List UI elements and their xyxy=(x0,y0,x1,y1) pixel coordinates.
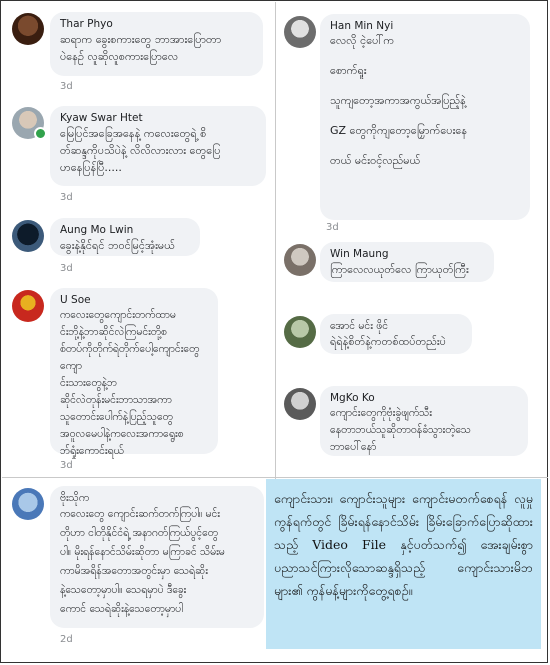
comment-bubble xyxy=(50,486,264,628)
caption-text: ကျောင်းသား၊ ကျောင်းသူများ ကျောင်းမတက်စေရန် လူမှုကွန်ရက်တွင် ခြိမ်းရန်နောင်သိမ်း ခြိမ်းခြောက်ပြောဆိုထားသည့် Video File နှင့်ပတ်သက်၍ အေးချမ်းစွာပညာသင်ကြားလိုသောဆန္ဒရှိသည့် ကျောင်းသားမိဘများ၏ ကွန်မန့်များကိုတွေ့ရစဉ်။ xyxy=(274,491,533,598)
commenter-name[interactable]: ဗိုးသိုက xyxy=(60,492,90,504)
comment-bubble xyxy=(50,218,200,256)
comment-text: မြေပြင်အခြေအနေနဲ့ ကလေးတွေရဲ့ စိ တ်ဆန္ဒကိုပသိပဲနဲ့ လိလိလားလား တွေပြေ ဟနေပြန်ပြီ..... xyxy=(60,127,221,174)
commenter-name[interactable]: Thar Phyo xyxy=(60,18,113,30)
commenter-name[interactable]: U Soe xyxy=(60,294,91,306)
comment-bubble xyxy=(320,14,530,220)
comment-text: ကလေးတွေကျောင်းတက်ထာမ င်းဘို့နဲ့ဘာဆိုင်လဲကြမင်းတို့စ စ်တပ်ကိုတိုက်ရဲတိုက်ပေါ့ကျောင်းတွေကျော င်းသားတွေနဲ့ဘ ဆိုင်လဲတုန်းမင်းဘာသာအကာ သူတောင်းပေါက်နဲ့ပြည့်သူတွေ အဝူလမေပါနဲ့ကလေးအကာရွေးစ ဘ်ရှုံးကောင်းရယ် xyxy=(60,309,200,457)
caption-box xyxy=(266,479,541,649)
comment-time[interactable]: 3d xyxy=(60,263,73,274)
avatar[interactable] xyxy=(284,316,316,348)
column-divider xyxy=(275,2,276,479)
comment-time[interactable]: 2d xyxy=(60,634,73,645)
comment-time[interactable]: 3d xyxy=(60,192,73,203)
avatar[interactable] xyxy=(12,220,44,252)
commenter-name[interactable]: Aung Mo Lwin xyxy=(60,224,134,236)
commenter-name[interactable]: အောင် မင်း ဖိုင် xyxy=(330,320,389,332)
comment-text: ကျောင်းတွေကိုဗုံးခွဲဖျက်သီး နေတာဘယ်သူဆိုတာဝန်ခံသွားတဲ့သေ ဘာပေါ်နော် xyxy=(330,407,471,453)
avatar[interactable] xyxy=(284,16,316,48)
comment-bubble xyxy=(50,288,218,457)
avatar[interactable] xyxy=(12,290,44,322)
commenter-name[interactable]: Han Min Nyi xyxy=(330,20,394,32)
comment-text: ဆရာက ခွေးစကားတွေ ဘာအားပြောတာ ပဲနေဉ် လူဆိုလူစကားပြောလေ xyxy=(60,33,222,63)
comment-text: ခွေးနဲ့နိုင်ရင် ဘဝင်မြင့်အုံးမယ် xyxy=(60,239,175,252)
comment-bubble xyxy=(50,12,263,76)
comment-text: ကြာလေလယုတ်လေ ကြာယုတ်ကြီး xyxy=(330,263,469,276)
comment-time[interactable]: 3d xyxy=(60,460,73,471)
comment-text: ရဲရဲနဲ့စိတ်နဲ့ကတစ်ထပ်တည်းပဲ xyxy=(330,335,446,348)
avatar[interactable] xyxy=(284,388,316,420)
avatar[interactable] xyxy=(12,488,44,520)
online-status-icon xyxy=(34,127,47,140)
row-divider xyxy=(2,477,548,478)
comment-bubble xyxy=(50,106,266,186)
comment-time[interactable]: 3d xyxy=(60,81,73,92)
comment-bubble xyxy=(320,314,472,354)
commenter-name[interactable]: Win Maung xyxy=(330,248,389,260)
avatar[interactable] xyxy=(12,13,44,45)
commenter-name[interactable]: MgKo Ko xyxy=(330,392,375,404)
commenter-name[interactable]: Kyaw Swar Htet xyxy=(60,112,143,124)
comment-text: လေလို ငဲ့ပေါ်က စောက်ရူး သူကျတော့အကာအကွယ်အပြည့်နဲ့ GZ တွေကိုကျတော့မြှောက်ပေးနေ တယ် မင်းဝင့်လည်မယ် xyxy=(330,34,468,167)
comment-text: ကလေးတွေ ကျောင်းဆက်တက်ကြပါ။ မင်း တိုဟာ ငါတိုနိုင်ငံရဲ့ အနာဂတ်ကြယ်ပွင့်တွေ ပါ။ မိုးရန်နောင်သိမ်းဆိုတာ မကြာခင် သိမ်းမ ကာမိအရိန်အတောအတွင်းမှာ သေရဲဆိုး နဲ့သေတော့မှာပါ။ သေရမှာပဲ ဒီခွေး ကောင် သေရဲဆိုးနဲ့သေတော့မှာပါ xyxy=(60,508,225,615)
avatar[interactable] xyxy=(284,244,316,276)
comment-bubble xyxy=(320,386,528,456)
comment-bubble xyxy=(320,242,494,282)
comment-time[interactable]: 3d xyxy=(326,222,339,233)
